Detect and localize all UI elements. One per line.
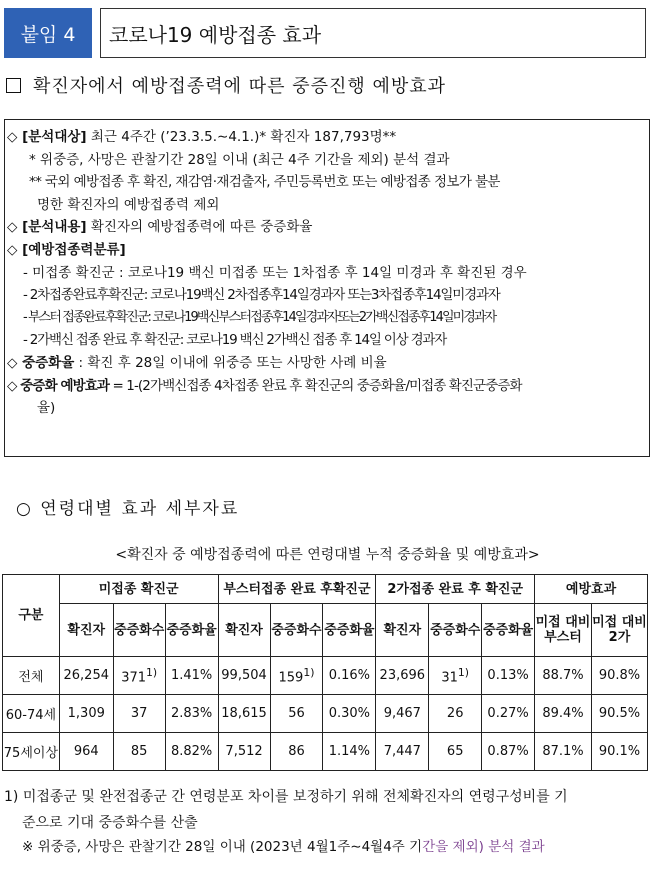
table-cell: 23,696 [376,657,429,695]
table-cell: 0.30% [323,695,376,733]
class-bivalent: - 2가백신 접종 완료 후 확진군: 코로나19 백신 2가백신 접종 후 14일 이상 경과자 [23,332,447,349]
analysis-content-text: 확진자의 예방접종력에 따른 중증화율 [86,219,313,236]
table-cell: 86 [270,733,323,771]
table-cell: 1.41% [165,657,218,695]
table-cell: 0.87% [482,733,535,771]
table-cell: 85 [113,733,165,771]
table-cell: 37 [113,695,165,733]
section1-title: 확진자에서 예방접종력에 따른 중증진행 예방효과 [33,76,447,97]
analysis-target-line [7,126,647,149]
subheader: 중증화수 [113,604,165,657]
row-label: 60-74세 [3,695,60,733]
group-column-header: 구분 [3,575,60,657]
table-cell: 88.7% [535,657,592,695]
table-row [3,695,648,733]
cell-value: 159 [278,670,304,686]
footnote-1: 1) 미접종군 및 완전접종군 간 연령분포 차이를 보정하기 위해 전체확진자의 연령구성비를 기 [4,789,568,805]
subheader: 중증화율 [482,604,535,657]
footnote-marker: 1) [146,665,158,679]
group-header-unvaccinated: 미접종 확진군 [59,575,218,604]
subheader: 중증화율 [323,604,376,657]
table-cell: 7,512 [218,733,270,771]
note-star2: ** 국외 예방접종 후 확진, 재감염·재검출자, 주민등록번호 또는 예방접종 정보가 불분 [29,174,500,191]
subheader: 중증화율 [165,604,218,657]
severity-rate-label: ◇ 중증화율 [7,354,75,371]
subheader: 확진자 [218,604,270,657]
table-cell: 90.5% [591,695,647,733]
table-cell: 9,467 [376,695,429,733]
table-cell: 90.8% [591,657,647,695]
row-label: 전체 [3,657,60,695]
footnote-2 [22,836,545,858]
table-cell: 7,447 [376,733,429,771]
prevention-effect-text: = 1-(2가백신접종 4차접종 완료 후 확진군의 중증화율/미접종 확진군중증화 [109,377,522,394]
table-cell: 1,309 [59,695,113,733]
table-cell: 0.16% [323,657,376,695]
group-header-bivalent: 2가접종 완료 후 확진군 [376,575,535,604]
footnote-marker: 1) [457,665,470,679]
table-cell: 18,615 [218,695,270,733]
section1-heading [6,72,446,98]
note-star2-cont: 명한 확진자의 예방접종력 제외 [37,196,220,213]
header [4,8,646,58]
note-star1: * 위중증, 사망은 관찰기간 28일 이내 (최근 4주 기간을 제외) 분석 결과 [29,151,450,168]
prevention-effect-label: ◇ 중증화 예방효과 [7,377,110,394]
prevention-effect-cont: 율) [37,400,56,417]
table-cell: 964 [59,733,113,771]
subheader: 중증화수 [429,604,482,657]
vaccination-class-label: ◇ [예방접종력분류] [7,241,126,258]
table-cell: 87.1% [535,733,592,771]
footnote-2-colored: 간을 제외) 분석 결과 [422,839,545,855]
table-cell: 56 [270,695,323,733]
class-unvaccinated: - 미접종 확진군 : 코로나19 백신 미접종 또는 1차접종 후 14일 미경과 후 확진된 경우 [23,264,527,281]
table-cell: 8.82% [165,733,218,771]
table-cell: 99,504 [218,657,270,695]
analysis-target-text: 최근 4주간 (’23.3.5.∼4.1.)* 확진자 187,793명** [86,129,397,145]
footnote-2-text: ※ 위중증, 사망은 관찰기간 28일 이내 (2023년 4월1주∼4월4주 기 [22,839,423,855]
cell-value: 31 [441,670,458,686]
table-cell: 2.83% [165,695,218,733]
table-cell [113,657,165,695]
subheader: 확진자 [59,604,113,657]
square-bullet-icon [6,78,21,93]
table-cell: 90.1% [591,733,647,771]
subheader: 중증화수 [270,604,323,657]
class-second-dose: - 2차접종완료후확진군: 코로나19백신 2차접종후14일경과자 또는3차접종후14일미경과자 [23,287,500,304]
table-cell: 0.27% [482,695,535,733]
table-caption: <확진자 중 예방접종력에 따른 연령대별 누적 중증화율 및 예방효과> [115,547,540,563]
severity-rate-line [7,352,647,375]
appendix-tag: 붙임 4 [4,8,92,58]
analysis-box [4,119,650,457]
footnote-1-cont: 준으로 기대 중증화수를 산출 [22,815,198,831]
table-cell [429,657,482,695]
page-title: 코로나19 예방접종 효과 [100,8,646,58]
table-cell: 65 [429,733,482,771]
subheader: 미접 대비 부스터 [535,604,592,657]
table-cell: 26,254 [59,657,113,695]
cell-value: 371 [121,670,147,686]
row-label: 75세이상 [3,733,60,771]
section2-title: ○ 연령대별 효과 세부자료 [16,499,240,519]
age-group-table [2,574,648,771]
table-cell [270,657,323,695]
analysis-target-label: ◇ [분석대상] [7,129,87,145]
class-booster: - 부스터 접종완료후확진군: 코로나19백신부스터접종후14일경과자또는2가백신접종후14일미경과자 [23,309,496,325]
analysis-content-label: ◇ [분석내용] [7,219,87,236]
table-cell: 89.4% [535,695,592,733]
group-header-booster: 부스터접종 완료 후확진군 [218,575,376,604]
subheader: 확진자 [376,604,429,657]
table-row [3,657,648,695]
severity-rate-text: : 확진 후 28일 이내에 위중증 또는 사망한 사례 비율 [74,354,387,371]
prevention-effect-line [7,375,647,398]
table-row [3,733,648,771]
table-cell: 1.14% [323,733,376,771]
subheader: 미접 대비 2가 [591,604,647,657]
group-header-effect: 예방효과 [535,575,648,604]
table-cell: 26 [429,695,482,733]
analysis-content-line [7,216,647,239]
table-cell: 0.13% [482,657,535,695]
footnote-marker: 1) [303,665,315,679]
